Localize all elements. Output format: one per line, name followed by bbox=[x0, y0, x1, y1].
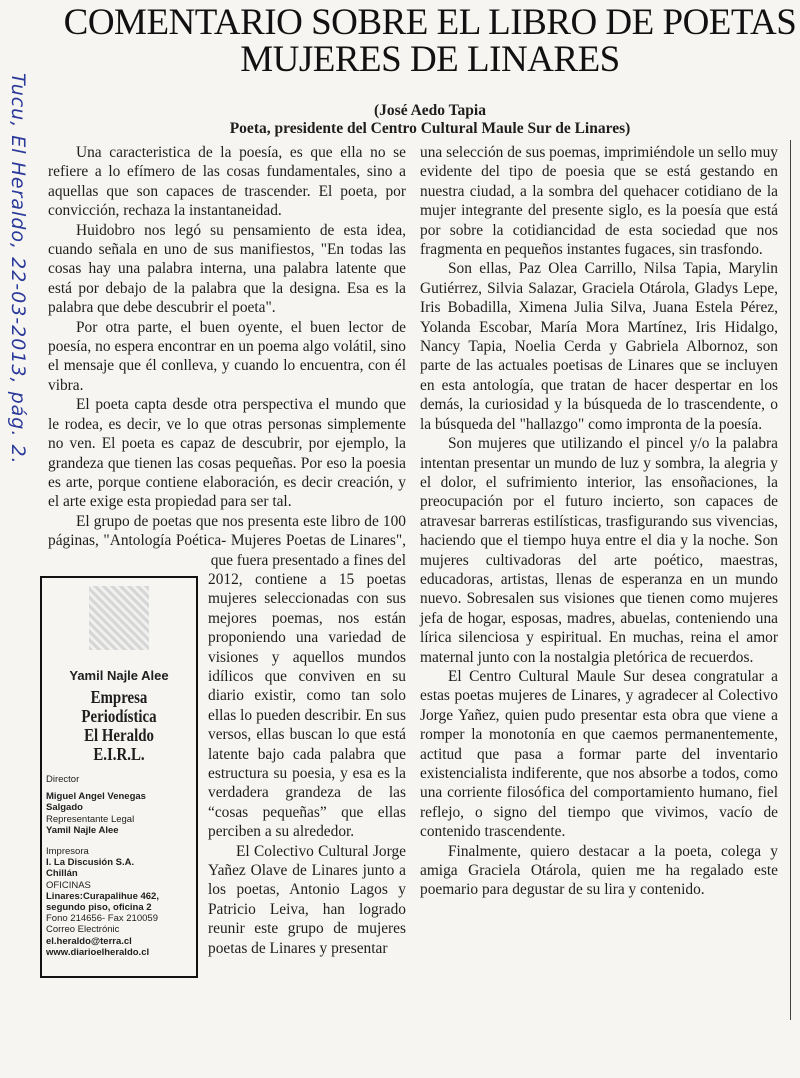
offices-label: OFICINAS bbox=[46, 879, 91, 891]
address-line-2: segundo piso, oficina 2 bbox=[46, 901, 152, 913]
masthead-owner: Yamil Najle Alee bbox=[69, 667, 169, 683]
article-byline bbox=[40, 102, 800, 138]
paragraph: Huidobro nos legó su pensamiento de esta idea, cuando señala en uno de sus manifiestos, "En todas las cosas hay una palabra interna, una palabra latente que está por debajo de la palabra que la designa. Esa es la palabra que debe descubrir el poeta". bbox=[48, 221, 406, 317]
column-rule bbox=[790, 140, 791, 1020]
paragraph: Por otra parte, el buen oyente, el buen lector de poesía, no espera encontrar en un poema algo volátil, sino el mensaje que él conlleva, y cuando lo encuentra, con él vibra. bbox=[48, 318, 406, 394]
paragraph: una selección de sus poemas, imprimiéndole un sello muy evidente del tipo de poesia que se está gestando en nuestra ciudad, a la sombra del quehacer cotidiano de la mujer integrante del presente siglo, es la poesía que está por sobre la cotidiancidad de esta sociedad que nos fragmenta en pequeños instantes fugaces, sin trasfondo. bbox=[420, 144, 778, 259]
paragraph: Son ellas, Paz Olea Carrillo, Nilsa Tapia, Marylin Gutiérrez, Silvia Salazar, Graciela Otárola, Gladys Lepe, Iris Bobadilla, Ximena Julia Silva, Juana Estela Pérez, Yolanda Escobar, María Mora Martínez, Iris Hidalgo, Nancy Tapia, Noelia Cerda y Gabriela Albornoz, son parte de las actuales poetisas de Linares que se incluyen en esta antología, que tratan de hacer despertar en los demás, la curiosidad y la búsqueda de lo trascendente, o la búsqueda del "hallazgo" como impronta de la poesía. bbox=[420, 260, 778, 433]
left-column bbox=[48, 143, 406, 978]
paragraph: Son mujeres que utilizando el pincel y/o la palabra intentan presentar un mundo de luz y sombra, la alegria y el dolor, el sufrimiento interior, las ensoñaciones, la preocupación por el futuro incierto, son capaces de atravesar barreras estilísticas, trasfigurando sus vivencias, haciendo que el tiempo huya entre el dia y la noche. Son mujeres cultivadoras del arte poético, maestras, educadoras, artistas, llenas de esperanza en un mundo nuevo. Sobresalen sus visiones que tienen como mujeres jefa de hogar, esposas, madres, abuelas, conteniendo una lírica silenciosa y espiritual. En muchas, reina el amor maternal junto con la nostalgia pletórica de recuerdos. bbox=[420, 435, 778, 666]
right-column bbox=[420, 143, 778, 900]
newspaper-logo-image bbox=[89, 586, 149, 650]
website-link[interactable]: www.diarioelheraldo.cl bbox=[46, 946, 150, 958]
title-line-2: MUJERES DE LINARES bbox=[240, 39, 620, 80]
paragraph: El Colectivo Cultural Jorge Yañez Olave de Linares junto a los poetas, Antonio Lagos y Patricio Leiva, han logrado reunir este grupo de mujeres poetas de Linares y presentar bbox=[208, 842, 406, 957]
masthead-box bbox=[40, 576, 198, 978]
legal-name: Yamil Najle Alee bbox=[46, 824, 119, 836]
paragraph: 2012, contiene a 15 poetas mujeres seleccionadas con sus mejores poemas, nos están proponiendo una variedad de visiones y aquellos mundos idílicos que conviven en su diario existir, como tan solo ellas lo pueden describir. En sus versos, ellas buscan lo que está latente bajo cada palabra que estructura su poesia, y esa es la verdadera grandeza de las “cosas pequeñas” que ellas perciben a su alrededor. bbox=[208, 570, 406, 841]
paragraph: Finalmente, quiero destacar a la poeta, colega y amiga Graciela Otárola, quien me ha regalado este poemario para degustar de su lira y contenido. bbox=[420, 842, 778, 899]
director-name-2: Salgado bbox=[46, 802, 83, 814]
byline-role: Poeta, presidente del Centro Cultural Maule Sur de Linares) bbox=[229, 120, 631, 137]
legal-label: Representante Legal bbox=[46, 813, 135, 825]
paragraph: El Centro Cultural Maule Sur desea congratular a estas poetas mujeres de Linares, y agradecer al Colectivo Jorge Yañez, quien pudo presentar esta obra que viene a romper la monotonía en que caemos permanentemente, actitud que pasa a formar parte del inventario existencialista indiferente, que nos absorbe a todos, como una corriente filosófica del comportamiento humano, fiel reflejo, o signo del tiempo que vivimos, vacío de contenido trascendente. bbox=[420, 667, 778, 841]
printer-label: Impresora bbox=[46, 845, 89, 857]
phones: Fono 214656- Fax 210059 bbox=[46, 913, 158, 925]
title-line-1: COMENTARIO SOBRE EL LIBRO DE POETAS bbox=[63, 2, 797, 43]
director-label: Director bbox=[46, 773, 80, 785]
paragraph: El poeta capta desde otra perspectiva el mundo que le rodea, es decir, ve lo que otras personas simplemente no ven. El poeta es capaz de descubrir, por ejemplo, la grandeza que tienen las cosas pequeñas. Por eso la poesia es arte, porque contiene elaboración, es decir creación, y el arte exige esta propiedad para ser tal. bbox=[48, 396, 406, 511]
paragraph: Una caracteristica de la poesía, es que ella no se refiere a lo efímero de las cosas fundamentales, sino a aquellas que son capaces de trascender. El poeta, por convicción, rechaza la instantaneidad. bbox=[48, 144, 406, 220]
article-title bbox=[40, 4, 800, 78]
printer-name: I. La Discusión S.A. bbox=[46, 857, 135, 869]
company-line-2: El Heraldo E.I.R.L. bbox=[84, 724, 154, 764]
director-name-1: Miguel Angel Venegas bbox=[46, 791, 146, 803]
byline-author: (José Aedo Tapia bbox=[374, 102, 486, 119]
handwritten-source-note: Tucu, El Heraldo, 22-03-2013, pág. 2. bbox=[7, 73, 29, 465]
masthead-company bbox=[57, 688, 181, 764]
printer-city: Chillán bbox=[46, 868, 78, 880]
company-line-1: Empresa Periodística bbox=[81, 686, 157, 726]
email-link[interactable]: el.heraldo@terra.cl bbox=[46, 935, 132, 947]
address-line-1: Linares:Curapalihue 462, bbox=[46, 890, 159, 902]
paragraph: El grupo de poetas que nos presenta este libro de 100 páginas, "Antología Poética- Mujeres Poetas de Linares", que fuera presentado a fines del bbox=[48, 512, 406, 569]
email-label: Correo Electrónic bbox=[46, 924, 120, 936]
